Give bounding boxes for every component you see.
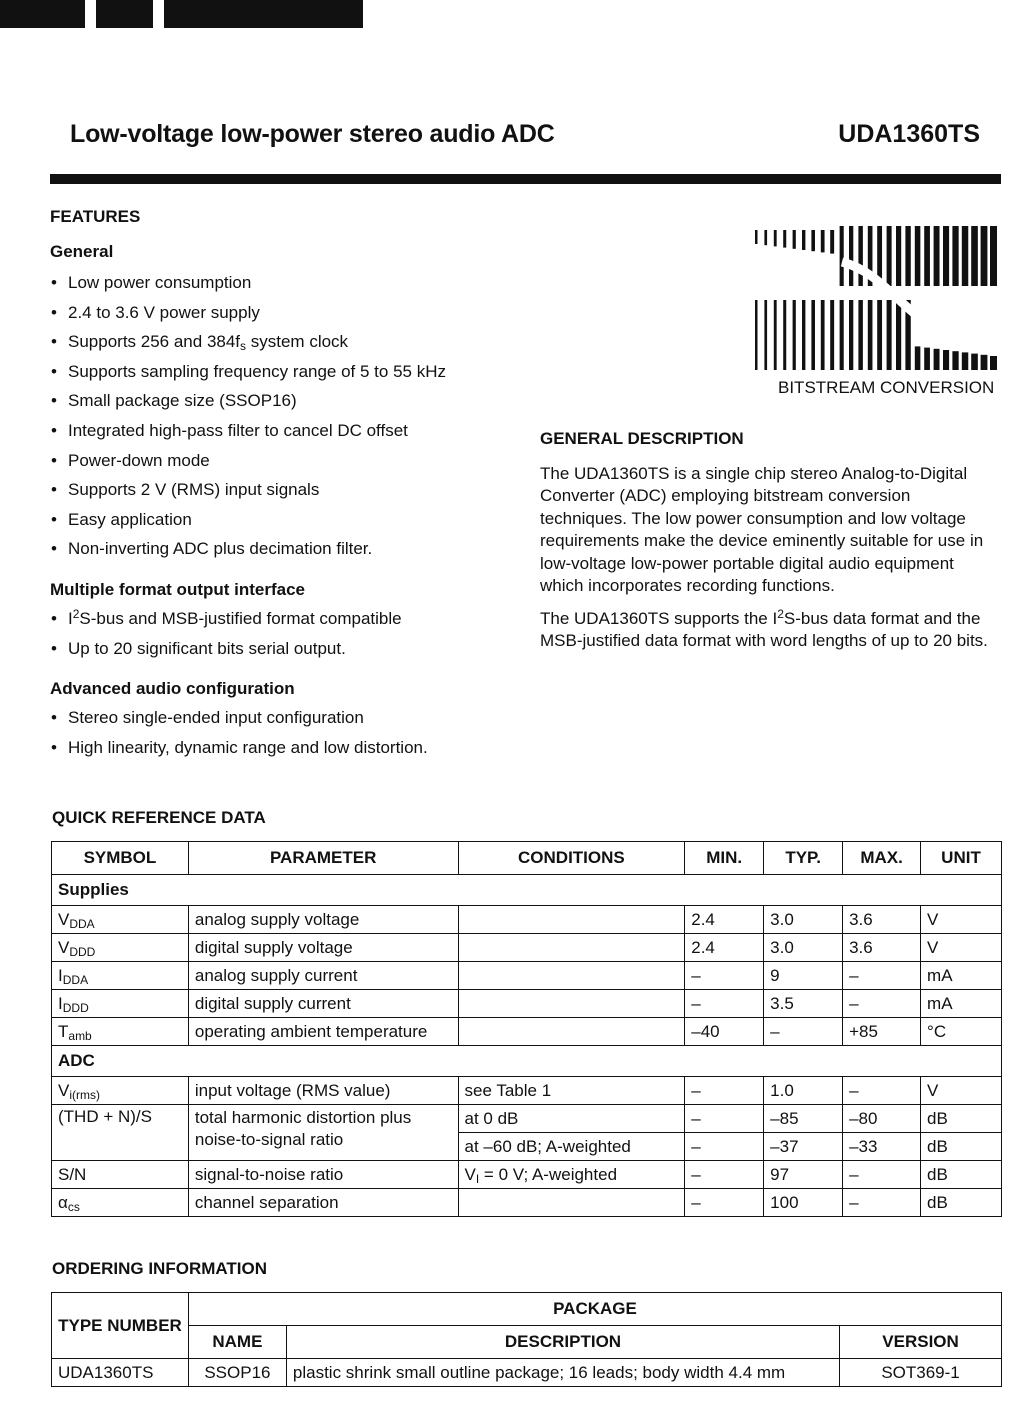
logo-bar — [962, 226, 968, 286]
list-item: • Low power consumption — [50, 268, 520, 298]
parameter-cell: channel separation — [188, 1189, 458, 1217]
table-header-row — [52, 1293, 1002, 1326]
max-cell: +85 — [843, 1018, 921, 1046]
output-interface-list — [50, 604, 520, 663]
logo-bar — [755, 300, 758, 370]
symbol-cell: (THD + N)/S — [52, 1105, 189, 1161]
max-cell: 3.6 — [843, 906, 921, 934]
logo-bar — [896, 300, 901, 370]
ordering-heading: ORDERING INFORMATION — [52, 1259, 268, 1278]
quick-reference-heading: QUICK REFERENCE DATA — [52, 808, 266, 827]
parameter-cell: analog supply voltage — [188, 906, 458, 934]
unit-cell: dB — [921, 1105, 1002, 1133]
description-paragraph-2: The UDA1360TS supports the $I^2S$-bus data format and the MSB-justified data format with word lengths of up to 20 bits. — [540, 606, 988, 650]
name-cell: SSOP16 — [188, 1359, 286, 1387]
logo-bar — [830, 230, 834, 254]
general-description-section — [540, 428, 1000, 653]
list-item: • Stereo single-ended input configuration — [50, 703, 520, 733]
max-cell: – — [843, 1077, 921, 1105]
unit-cell: mA — [921, 990, 1002, 1018]
logo-bar — [849, 300, 853, 370]
typ-cell: 3.5 — [764, 990, 843, 1018]
logo-bar — [821, 230, 825, 252]
logo-bar — [830, 300, 834, 370]
logo-bar — [971, 226, 978, 286]
logo-bar — [934, 349, 940, 370]
logo-bar — [783, 230, 786, 248]
col-header-description: DESCRIPTION — [286, 1326, 839, 1359]
typ-cell: –37 — [764, 1133, 843, 1161]
logo-bar — [802, 300, 805, 370]
features-heading: FEATURES — [50, 207, 141, 226]
list-item: • Supports sampling frequency range of 5 to 55 kHz — [50, 357, 520, 387]
logo-bar — [868, 300, 873, 370]
logo-bar — [793, 300, 796, 370]
logo-bar — [811, 300, 815, 370]
logo-bar — [887, 300, 892, 370]
unit-cell: V — [921, 906, 1002, 934]
logo-bar — [802, 230, 805, 250]
symbol-cell: $I_{DDA}$ — [52, 962, 189, 990]
table-row — [52, 1189, 1002, 1217]
typ-cell: 3.0 — [764, 934, 843, 962]
logo-bar — [858, 300, 862, 370]
list-item: • Small package size (SSOP16) — [50, 386, 520, 416]
parameter-cell: signal-to-noise ratio — [188, 1161, 458, 1189]
logo-bar — [877, 300, 882, 370]
table-row — [52, 990, 1002, 1018]
min-cell: – — [685, 1133, 764, 1161]
general-list — [50, 268, 520, 564]
table-row — [52, 1077, 1002, 1105]
typ-cell: 97 — [764, 1161, 843, 1189]
col-header-typ: TYP. — [764, 842, 843, 875]
conditions-cell — [458, 1189, 685, 1217]
table-row — [52, 1359, 1002, 1387]
logo-bar — [962, 352, 968, 370]
col-header-parameter: PARAMETER — [188, 842, 458, 875]
audio-config-list — [50, 703, 520, 762]
col-header-symbol: SYMBOL — [52, 842, 189, 875]
ordering-table — [51, 1292, 1002, 1387]
type-cell: UDA1360TS — [52, 1359, 189, 1387]
symbol-cell: $T_{amb}$ — [52, 1018, 189, 1046]
unit-cell: dB — [921, 1189, 1002, 1217]
symbol-cell: $I_{DDD}$ — [52, 990, 189, 1018]
logo-bar — [849, 226, 853, 286]
logo-bar — [943, 226, 949, 286]
list-item: • Power-down mode — [50, 446, 520, 476]
typ-cell: –85 — [764, 1105, 843, 1133]
page-title: Low-voltage low-power stereo audio ADC — [70, 120, 555, 148]
logo-bar — [943, 350, 949, 370]
max-cell: – — [843, 962, 921, 990]
unit-cell: °C — [921, 1018, 1002, 1046]
logo-bar — [887, 226, 892, 286]
logo-bar — [811, 230, 815, 251]
conditions-cell: see Table 1 — [458, 1077, 685, 1105]
table-row — [52, 962, 1002, 990]
conditions-cell — [458, 962, 685, 990]
table-header-row — [52, 1326, 1002, 1359]
parameter-cell: input voltage (RMS value) — [188, 1077, 458, 1105]
list-item: • Supports 2 V (RMS) input signals — [50, 475, 520, 505]
logo-bar — [934, 226, 940, 286]
list-item: • Integrated high-pass filter to cancel DC offset — [50, 416, 520, 446]
header-tab-3 — [164, 0, 363, 28]
col-header-package: PACKAGE — [188, 1293, 1001, 1326]
parameter-cell: total harmonic distortion plus noise-to-signal ratio — [188, 1105, 458, 1161]
symbol-cell: S/N — [52, 1161, 189, 1189]
col-header-min: MIN. — [685, 842, 764, 875]
min-cell: –40 — [685, 1018, 764, 1046]
logo-bar — [858, 226, 862, 286]
list-item: • $I^2S$-bus and MSB-justified format compatible — [50, 604, 520, 634]
list-item: • Up to 20 significant bits serial output. — [50, 634, 520, 664]
logo-bar — [783, 300, 786, 370]
conditions-cell — [458, 990, 685, 1018]
min-cell: – — [685, 1105, 764, 1133]
typ-cell: 1.0 — [764, 1077, 843, 1105]
table-row — [52, 1161, 1002, 1189]
conditions-cell — [458, 906, 685, 934]
section-label: ADC — [52, 1046, 1002, 1077]
description-cell: plastic shrink small outline package; 16 leads; body width 4.4 mm — [286, 1359, 839, 1387]
quick-reference-table — [51, 841, 1002, 1217]
col-header-version: VERSION — [840, 1326, 1002, 1359]
list-item: • 2.4 to 3.6 V power supply — [50, 298, 520, 328]
audio-config-heading: Advanced audio configuration — [50, 679, 295, 699]
symbol-cell: $V_{DDD}$ — [52, 934, 189, 962]
unit-cell: V — [921, 1077, 1002, 1105]
col-header-type-number: TYPE NUMBER — [52, 1293, 189, 1359]
table-row — [52, 1105, 1002, 1133]
logo-bar — [981, 226, 988, 286]
col-header-name: NAME — [188, 1326, 286, 1359]
description-paragraph: The UDA1360TS is a single chip stereo Analog-to-Digital Converter (ADC) employing bitstream conversion techniques. The low power consumption and low voltage requirements make the device eminently suitable for use in low-voltage low-power portable digital audio equipment which incorporates recording functions. — [540, 463, 984, 595]
conditions-cell — [458, 1018, 685, 1046]
parameter-cell: digital supply voltage — [188, 934, 458, 962]
min-cell: – — [685, 962, 764, 990]
unit-cell: dB — [921, 1161, 1002, 1189]
logo-bar — [915, 226, 921, 286]
logo-bar — [793, 230, 796, 249]
min-cell: 2.4 — [685, 934, 764, 962]
unit-cell: V — [921, 934, 1002, 962]
logo-bar — [971, 354, 978, 370]
section-row-adc — [52, 1046, 1002, 1077]
typ-cell: 100 — [764, 1189, 843, 1217]
list-item: • Non-inverting ADC plus decimation filter. — [50, 534, 520, 564]
section-row-supplies — [52, 875, 1002, 906]
parameter-cell: analog supply current — [188, 962, 458, 990]
col-header-unit: UNIT — [921, 842, 1002, 875]
logo-bar — [915, 346, 921, 370]
logo-bar — [990, 226, 997, 286]
max-cell: – — [843, 1161, 921, 1189]
logo-caption: BITSTREAM CONVERSION — [778, 378, 995, 397]
header-tab-2 — [96, 0, 153, 28]
logo-bar — [896, 226, 901, 286]
conditions-cell: $V_I = 0$ V; A-weighted — [458, 1161, 685, 1189]
part-number: UDA1360TS — [838, 120, 980, 148]
logo-bar — [990, 356, 997, 370]
logo-bar — [924, 348, 930, 370]
logo-bar — [764, 230, 767, 245]
list-item: • Easy application — [50, 505, 520, 535]
symbol-cell: $V_{DDA}$ — [52, 906, 189, 934]
typ-cell: 9 — [764, 962, 843, 990]
parameter-cell: operating ambient temperature — [188, 1018, 458, 1046]
col-header-conditions: CONDITIONS — [458, 842, 685, 875]
list-item: • Supports 256 and $384f_s$ system clock — [50, 327, 520, 357]
conditions-cell: at –60 dB; A-weighted — [458, 1133, 685, 1161]
table-row — [52, 934, 1002, 962]
typ-cell: – — [764, 1018, 843, 1046]
list-item: • High linearity, dynamic range and low distortion. — [50, 733, 520, 763]
symbol-cell: $V_{i(rms)}$ — [52, 1077, 189, 1105]
max-cell: –33 — [843, 1133, 921, 1161]
min-cell: – — [685, 1189, 764, 1217]
parameter-cell: digital supply current — [188, 990, 458, 1018]
min-cell: – — [685, 990, 764, 1018]
col-header-max: MAX. — [843, 842, 921, 875]
unit-cell: mA — [921, 962, 1002, 990]
logo-bar — [821, 300, 825, 370]
logo-bar — [774, 300, 777, 370]
section-label: Supplies — [52, 875, 1002, 906]
logo-bar — [755, 230, 758, 244]
min-cell: – — [685, 1161, 764, 1189]
logo-bar — [952, 351, 958, 370]
min-cell: 2.4 — [685, 906, 764, 934]
logo-bar — [840, 226, 844, 286]
unit-cell: dB — [921, 1133, 1002, 1161]
logo-bar — [924, 226, 930, 286]
max-cell: – — [843, 990, 921, 1018]
logo-bar — [840, 300, 844, 370]
features-section — [50, 207, 520, 762]
max-cell: –80 — [843, 1105, 921, 1133]
symbol-cell: $\alpha_{cs}$ — [52, 1189, 189, 1217]
logo-bar — [952, 226, 958, 286]
typ-cell: 3.0 — [764, 906, 843, 934]
conditions-cell — [458, 934, 685, 962]
general-heading: General — [50, 242, 114, 261]
max-cell: 3.6 — [843, 934, 921, 962]
table-header-row — [52, 842, 1002, 875]
max-cell: – — [843, 1189, 921, 1217]
output-interface-heading: Multiple format output interface — [50, 579, 305, 599]
logo-bar — [905, 226, 910, 286]
title-divider — [50, 174, 1001, 184]
logo-bar — [981, 355, 988, 370]
min-cell: – — [685, 1077, 764, 1105]
general-description-heading: GENERAL DESCRIPTION — [540, 429, 744, 448]
table-row — [52, 906, 1002, 934]
logo-bar — [764, 300, 767, 370]
conditions-cell: at 0 dB — [458, 1105, 685, 1133]
version-cell: SOT369-1 — [840, 1359, 1002, 1387]
header-tab-1 — [0, 0, 85, 28]
table-row — [52, 1018, 1002, 1046]
bitstream-logo-icon — [752, 222, 1002, 378]
logo-bar — [774, 230, 777, 246]
